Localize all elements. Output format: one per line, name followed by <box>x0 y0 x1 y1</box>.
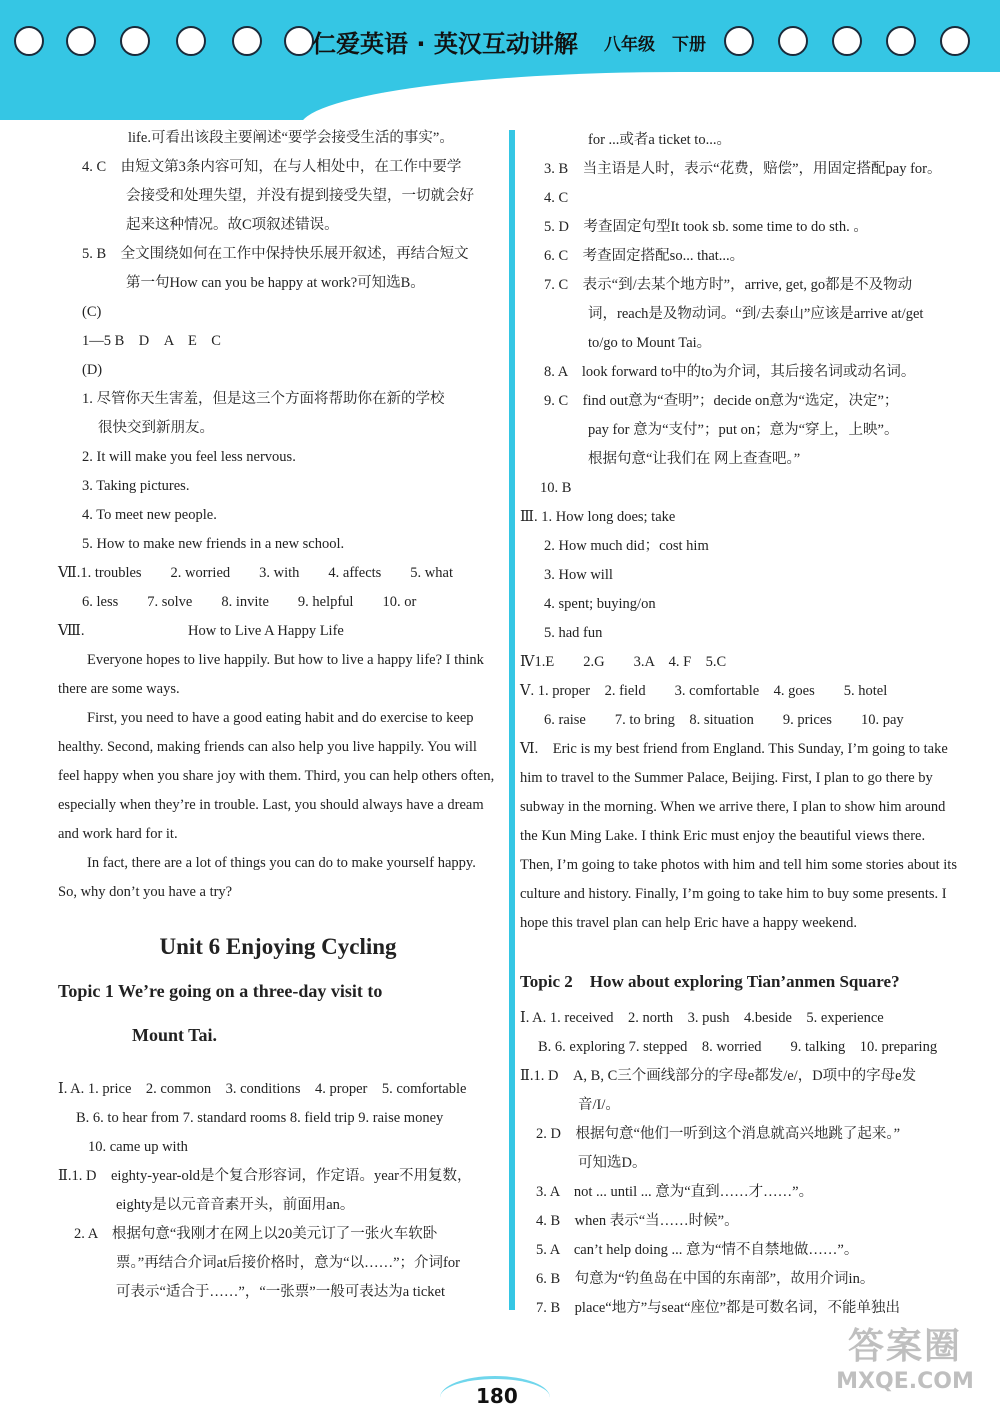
answer-line: 6. C 考查固定搭配so... that...。 <box>544 248 745 264</box>
answer-line: 3. How will <box>544 567 613 583</box>
topic-title: Topic 2 How about exploring Tian’anmen Square? <box>520 972 900 991</box>
answer-line: 6. B 句意为“钓鱼岛在中国的东南部”，故用介词in。 <box>536 1271 875 1287</box>
answer-line: Ⅰ. A. 1. price 2. common 3. conditions 4. proper 5. comfortable <box>58 1081 467 1097</box>
answer-line: 5. D 考查固定句型It took sb. some time to do sth. 。 <box>544 219 868 235</box>
header-dot <box>724 26 754 56</box>
answer-line: B. 6. exploring 7. stepped 8. worried 9. talking 10. preparing <box>538 1039 938 1055</box>
answer-line: 5. had fun <box>544 625 603 641</box>
answer-line: 起来这种情况。故C项叙述错误。 <box>126 217 339 233</box>
answer-line: 可表示“适合于……”，“一张票”一般可表达为a ticket <box>116 1284 446 1300</box>
watermark-text: 答案圈 <box>847 1326 962 1367</box>
essay-paragraph: First, you need to have a good eating habit and do exercise to keep healthy. Second, making friends can also help you live happily. You will feel happy when you share joy with them. Third, you can help others often, especially when they’re in trouble. Last, you should always have a dream and work hard for it. <box>58 710 495 842</box>
answer-line: pay for 意为“支付”；put on；意为“穿上，上映”。 <box>588 422 899 438</box>
answer-line: 票。”再结合介词at后接价格时，意为“以……”；介词for <box>116 1255 460 1271</box>
answer-line: Ⅶ.1. troubles 2. worried 3. with 4. affects 5. what <box>58 565 453 581</box>
essay-paragraph: In fact, there are a lot of things you can do to make yourself happy. So, why don’t you have a try? <box>58 855 476 900</box>
section-label <box>58 617 498 646</box>
header-wave <box>300 72 1000 120</box>
header-dot <box>832 26 862 56</box>
answer-line: 7. B place“地方”与seat“座位”都是可数名词，不能单独出 <box>536 1300 901 1316</box>
answer-line: 音/I/。 <box>578 1097 620 1113</box>
left-column <box>58 124 498 1307</box>
section-label: (D) <box>82 362 103 378</box>
answer-line: 9. C find out意为“查明”；decide on意为“选定，决定”； <box>544 393 899 409</box>
header-dot <box>778 26 808 56</box>
section-number: Ⅷ. <box>58 623 85 639</box>
answer-line: 2. How much did；cost him <box>544 538 709 554</box>
answer-line: 1. 尽管你天生害羞，但是这三个方面将帮助你在新的学校 <box>82 391 445 407</box>
header-dot <box>940 26 970 56</box>
header-dot <box>14 26 44 56</box>
watermark <box>820 1318 990 1418</box>
answer-line: 第一句How can you be happy at work?可知选B。 <box>126 275 425 291</box>
essay-paragraph: Ⅵ. Eric is my best friend from England. This Sunday, I’m going to take him to travel to the Summer Palace, Beijing. First, I plan to go there by subway in the morning. When we arrive there, I plan to show him around the Kun Ming Lake. I think Eric must enjoy the beautiful views there. Then, I’m going to take photos with him and tell him some stories about its culture and history. Finally, I’m going to take him to buy some presents. I hope this travel plan can help Eric have a happy weekend. <box>520 741 957 931</box>
answer-line: 词，reach是及物动词。“到/去泰山”应该是arrive at/get <box>588 306 924 322</box>
answer-line: eighty是以元音音素开头，前面用an。 <box>116 1197 355 1213</box>
grade-label: 八年级 <box>604 35 655 55</box>
section-label: (C) <box>82 304 102 320</box>
answer-line: 3. B 当主语是人时，表示“花费，赔偿”，用固定搭配pay for。 <box>544 161 942 177</box>
answer-line: 3. A not ... until ... 意为“直到……才……”。 <box>536 1184 814 1200</box>
answer-line: 5. B 全文围绕如何在工作中保持快乐展开叙述，再结合短文 <box>82 246 469 262</box>
header-dot <box>284 26 314 56</box>
answer-line: 5. How to make new friends in a new school. <box>82 536 345 552</box>
answer-line: 很快交到新朋友。 <box>98 420 214 436</box>
answer-line: 2. It will make you feel less nervous. <box>82 449 296 465</box>
topic-title: Topic 1 We’re going on a three-day visit to <box>58 981 383 1001</box>
answer-line: 根据句意“让我们在 网上查查吧。” <box>588 451 801 467</box>
answer-line: 可知选D。 <box>578 1155 647 1171</box>
answer-line: 5. A can’t help doing ... 意为“情不自禁地做……”。 <box>536 1242 859 1258</box>
answer-line: life.可看出该段主要阐述“要学会接受生活的事实”。 <box>128 130 454 146</box>
answer-line: 8. A look forward to中的to为介词，其后接名词或动名词。 <box>544 364 916 380</box>
answer-line: 4. C <box>544 190 569 206</box>
answer-line: Ⅴ. 1. proper 2. field 3. comfortable 4. goes 5. hotel <box>520 683 888 699</box>
header-dot <box>886 26 916 56</box>
answer-line: Ⅲ. 1. How long does; take <box>520 509 676 525</box>
answer-line: 4. C 由短文第3条内容可知，在与人相处中，在工作中要学 <box>82 159 462 175</box>
answer-line: 6. raise 7. to bring 8. situation 9. prices 10. pay <box>544 712 904 728</box>
answer-line: to/go to Mount Tai。 <box>588 335 712 351</box>
answer-line: 10. B <box>540 480 572 496</box>
answer-line: B. 6. to hear from 7. standard rooms 8. field trip 9. raise money <box>76 1110 444 1126</box>
essay-title: How to Live A Happy Life <box>188 623 344 639</box>
topic-title-cont: Mount Tai. <box>132 1025 218 1045</box>
header-dot <box>66 26 96 56</box>
volume-label: 下册 <box>672 35 706 55</box>
answer-line: Ⅱ.1. D A, B, C三个画线部分的字母e都发/e/，D项中的字母e发 <box>520 1068 917 1084</box>
answer-line: Ⅳ1.E 2.G 3.A 4. F 5.C <box>520 654 727 670</box>
header-dot <box>232 26 262 56</box>
unit-title: Unit 6 Enjoying Cycling <box>159 934 397 959</box>
header-dot <box>120 26 150 56</box>
answer-line: 6. less 7. solve 8. invite 9. helpful 10. or <box>82 594 417 610</box>
answer-line: 10. came up with <box>88 1139 188 1155</box>
book-title: 仁爱英语 · 英汉互动讲解 <box>312 30 578 58</box>
answer-line: 4. To meet new people. <box>82 507 217 523</box>
watermark-url: MXQE.COM <box>836 1369 974 1394</box>
answer-line: for ...或者a ticket to...。 <box>588 132 731 148</box>
answer-line: 3. Taking pictures. <box>82 478 190 494</box>
answer-line: 会接受和处理失望，并没有提到接受失望，一切就会好 <box>126 188 474 204</box>
answer-line: 7. C 表示“到/去某个地方时”，arrive, get, go都是不及物动 <box>544 277 913 293</box>
answer-line: 2. A 根据句意“我刚才在网上以20美元订了一张火车软卧 <box>74 1226 438 1242</box>
answer-line: 4. B when 表示“当……时候”。 <box>536 1213 739 1229</box>
answer-line: Ⅰ. A. 1. received 2. north 3. push 4.beside 5. experience <box>520 1010 884 1026</box>
answer-line: Ⅱ.1. D eighty-year-old是个复合形容词，作定语。year不用复数， <box>58 1168 472 1184</box>
page-number: 180 <box>476 1384 518 1408</box>
answer-line: 4. spent; buying/on <box>544 596 656 612</box>
answer-line: 2. D 根据句意“他们一听到这个消息就高兴地跳了起来。” <box>536 1126 901 1142</box>
right-column <box>520 126 960 1323</box>
answer-line: 1—5 B D A E C <box>82 333 221 349</box>
column-divider <box>509 130 515 1310</box>
header-dot <box>176 26 206 56</box>
page-header <box>0 0 1000 120</box>
essay-paragraph: Everyone hopes to live happily. But how to live a happy life? I think there are some ways. <box>58 652 484 697</box>
